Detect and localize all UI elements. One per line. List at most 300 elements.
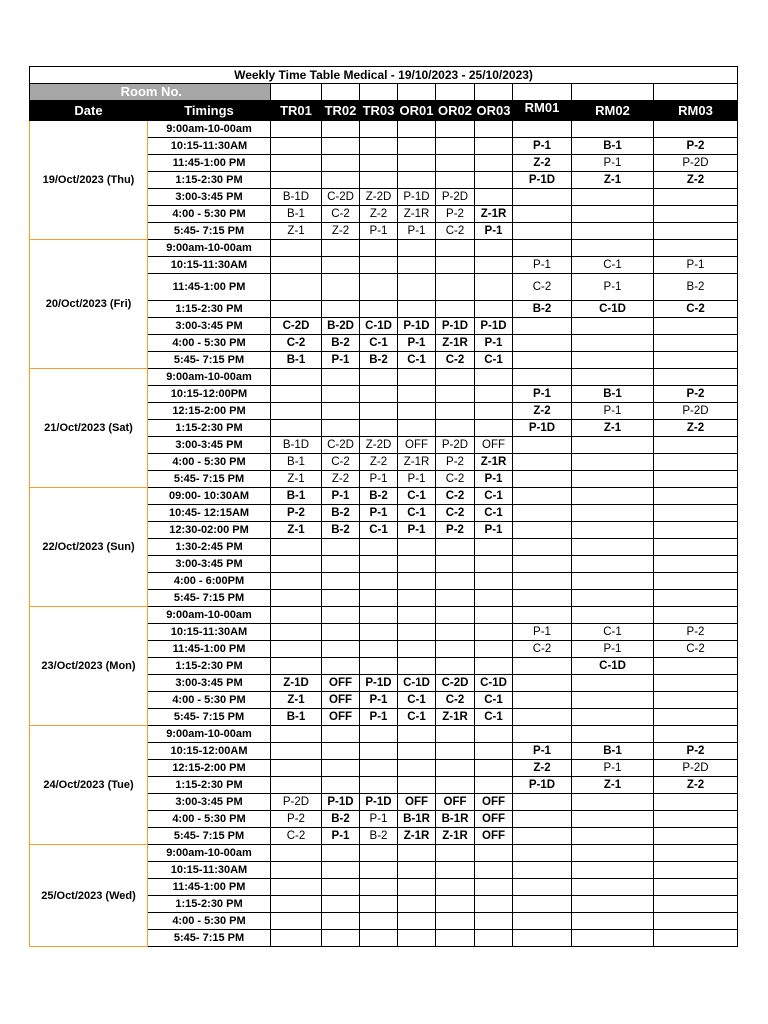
slot-cell-tr03: P-1D — [360, 794, 398, 811]
slot-cell-tr01 — [271, 539, 322, 556]
timing-cell: 09:00- 10:30AM — [148, 488, 271, 505]
slot-cell-tr01 — [271, 641, 322, 658]
slot-cell-tr03 — [360, 403, 398, 420]
slot-cell-tr01: Z-1 — [271, 692, 322, 709]
slot-cell-tr02 — [322, 590, 360, 607]
slot-cell-rm02 — [572, 896, 654, 913]
slot-cell-rm02: B-1 — [572, 138, 654, 155]
slot-cell-or03: Z-1R — [475, 454, 513, 471]
slot-cell-tr01: P-2 — [271, 505, 322, 522]
slot-cell-tr01 — [271, 301, 322, 318]
slot-cell-rm01: P-1D — [513, 172, 572, 189]
slot-cell-or02 — [436, 896, 475, 913]
slot-cell-rm01 — [513, 471, 572, 488]
timing-cell: 3:00-3:45 PM — [148, 556, 271, 573]
slot-cell-tr01: C-2D — [271, 318, 322, 335]
slot-cell-tr03 — [360, 930, 398, 947]
slot-cell-tr02: B-2 — [322, 522, 360, 539]
slot-cell-or01: B-1R — [398, 811, 436, 828]
slot-cell-rm01: Z-2 — [513, 155, 572, 172]
slot-cell-or03 — [475, 658, 513, 675]
slot-cell-rm03 — [654, 794, 738, 811]
slot-cell-or01: P-1D — [398, 318, 436, 335]
slot-cell-tr03: Z-2D — [360, 437, 398, 454]
slot-cell-rm03 — [654, 726, 738, 743]
slot-cell-or01: P-1 — [398, 335, 436, 352]
slot-cell-or03 — [475, 624, 513, 641]
slot-cell-tr01: P-2D — [271, 794, 322, 811]
day-date-cell: 25/Oct/2023 (Wed) — [30, 845, 148, 947]
slot-cell-rm03: P-1 — [654, 257, 738, 274]
slot-cell-rm01 — [513, 223, 572, 240]
slot-cell-or02: C-2 — [436, 223, 475, 240]
slot-cell-or03 — [475, 760, 513, 777]
slot-cell-tr03: Z-2 — [360, 454, 398, 471]
slot-cell-tr03: P-1 — [360, 692, 398, 709]
slot-cell-rm03 — [654, 590, 738, 607]
timing-cell: 3:00-3:45 PM — [148, 794, 271, 811]
slot-cell-tr01 — [271, 138, 322, 155]
slot-cell-tr01 — [271, 369, 322, 386]
slot-cell-tr02 — [322, 369, 360, 386]
slot-cell-tr02 — [322, 573, 360, 590]
slot-cell-or02 — [436, 862, 475, 879]
slot-cell-rm03 — [654, 845, 738, 862]
slot-cell-rm02 — [572, 675, 654, 692]
slot-cell-or02 — [436, 155, 475, 172]
day-date-cell: 23/Oct/2023 (Mon) — [30, 607, 148, 726]
slot-cell-or03 — [475, 896, 513, 913]
slot-cell-rm03 — [654, 505, 738, 522]
slot-cell-or01: Z-1R — [398, 828, 436, 845]
slot-cell-tr03 — [360, 138, 398, 155]
slot-cell-tr01: Z-1 — [271, 522, 322, 539]
slot-cell-or03: C-1 — [475, 488, 513, 505]
slot-cell-or01 — [398, 913, 436, 930]
slot-cell-tr02: B-2 — [322, 811, 360, 828]
slot-cell-tr03: P-1 — [360, 471, 398, 488]
slot-cell-tr01: B-1D — [271, 189, 322, 206]
slot-cell-or02: C-2 — [436, 505, 475, 522]
slot-cell-tr01 — [271, 155, 322, 172]
day-date-cell: 22/Oct/2023 (Sun) — [30, 488, 148, 607]
slot-cell-or02: Z-1R — [436, 335, 475, 352]
slot-cell-rm01 — [513, 121, 572, 138]
slot-cell-rm03: P-2 — [654, 138, 738, 155]
slot-cell-rm02: B-1 — [572, 386, 654, 403]
slot-cell-tr02: OFF — [322, 692, 360, 709]
slot-cell-rm03 — [654, 811, 738, 828]
slot-cell-or03 — [475, 607, 513, 624]
slot-cell-or01: P-1 — [398, 522, 436, 539]
slot-cell-tr02 — [322, 172, 360, 189]
slot-cell-tr02 — [322, 879, 360, 896]
slot-cell-or02 — [436, 539, 475, 556]
slot-cell-or02: Z-1R — [436, 828, 475, 845]
slot-cell-rm03: Z-2 — [654, 420, 738, 437]
slot-cell-tr02 — [322, 386, 360, 403]
timing-cell: 12:15-2:00 PM — [148, 760, 271, 777]
timing-cell: 11:45-1:00 PM — [148, 155, 271, 172]
slot-cell-or02 — [436, 726, 475, 743]
slot-cell-rm03 — [654, 573, 738, 590]
slot-cell-tr01 — [271, 386, 322, 403]
slot-cell-rm01: Z-2 — [513, 403, 572, 420]
slot-cell-tr01 — [271, 658, 322, 675]
slot-cell-or02: P-2 — [436, 206, 475, 223]
slot-cell-or01 — [398, 121, 436, 138]
slot-cell-tr02 — [322, 862, 360, 879]
timing-cell: 1:15-2:30 PM — [148, 777, 271, 794]
day-date-cell: 21/Oct/2023 (Sat) — [30, 369, 148, 488]
slot-cell-or01: C-1 — [398, 488, 436, 505]
slot-cell-rm01: C-2 — [513, 641, 572, 658]
slot-cell-tr02: C-2 — [322, 206, 360, 223]
slot-cell-tr01: C-2 — [271, 828, 322, 845]
slot-cell-or02 — [436, 743, 475, 760]
slot-cell-or01 — [398, 539, 436, 556]
slot-cell-rm03: P-2 — [654, 624, 738, 641]
slot-cell-tr01 — [271, 862, 322, 879]
slot-cell-tr03 — [360, 420, 398, 437]
slot-cell-or03: P-1D — [475, 318, 513, 335]
slot-cell-tr03 — [360, 896, 398, 913]
room-blank — [322, 84, 360, 101]
timing-cell: 11:45-1:00 PM — [148, 879, 271, 896]
slot-cell-rm02 — [572, 811, 654, 828]
slot-cell-or01 — [398, 726, 436, 743]
slot-cell-tr03 — [360, 539, 398, 556]
slot-cell-rm01 — [513, 845, 572, 862]
slot-cell-tr03 — [360, 121, 398, 138]
slot-cell-rm02 — [572, 726, 654, 743]
slot-cell-or01: C-1 — [398, 692, 436, 709]
timing-cell: 1:30-2:45 PM — [148, 539, 271, 556]
slot-cell-tr03: B-2 — [360, 488, 398, 505]
slot-cell-rm01: Z-2 — [513, 760, 572, 777]
slot-cell-tr02 — [322, 726, 360, 743]
slot-cell-rm03 — [654, 930, 738, 947]
slot-cell-tr03: Z-2D — [360, 189, 398, 206]
slot-cell-rm02: B-1 — [572, 743, 654, 760]
slot-cell-or02: P-1D — [436, 318, 475, 335]
slot-cell-tr01: Z-1 — [271, 223, 322, 240]
slot-cell-or01 — [398, 879, 436, 896]
slot-cell-tr01: B-1 — [271, 488, 322, 505]
slot-cell-tr02 — [322, 556, 360, 573]
slot-cell-tr02: B-2 — [322, 505, 360, 522]
slot-cell-rm03: C-2 — [654, 301, 738, 318]
slot-cell-tr02 — [322, 121, 360, 138]
slot-cell-tr02: C-2D — [322, 189, 360, 206]
slot-cell-or01 — [398, 301, 436, 318]
slot-cell-or03 — [475, 641, 513, 658]
slot-cell-rm02 — [572, 121, 654, 138]
slot-cell-tr02 — [322, 743, 360, 760]
slot-cell-or03: P-1 — [475, 223, 513, 240]
slot-cell-or02: OFF — [436, 794, 475, 811]
slot-cell-tr02: C-2 — [322, 454, 360, 471]
slot-cell-rm01 — [513, 794, 572, 811]
slot-cell-tr01 — [271, 896, 322, 913]
slot-cell-rm01 — [513, 828, 572, 845]
room-blank — [436, 84, 475, 101]
slot-cell-or03 — [475, 556, 513, 573]
slot-cell-or03 — [475, 913, 513, 930]
slot-cell-or01: OFF — [398, 794, 436, 811]
slot-cell-tr03 — [360, 155, 398, 172]
slot-cell-or01: P-1 — [398, 471, 436, 488]
room-row — [30, 84, 738, 101]
slot-cell-or02 — [436, 556, 475, 573]
timing-cell: 10:15-11:30AM — [148, 138, 271, 155]
slot-cell-tr02: B-2D — [322, 318, 360, 335]
slot-cell-rm02 — [572, 189, 654, 206]
slot-cell-or01 — [398, 138, 436, 155]
slot-cell-or02 — [436, 845, 475, 862]
header-rm02: RM02 — [572, 101, 654, 121]
slot-cell-or02: P-2 — [436, 454, 475, 471]
slot-cell-or02: B-1R — [436, 811, 475, 828]
table-row — [30, 726, 738, 743]
timing-cell: 11:45-1:00 PM — [148, 641, 271, 658]
slot-cell-tr03 — [360, 556, 398, 573]
slot-cell-tr03 — [360, 607, 398, 624]
table-row — [30, 845, 738, 862]
slot-cell-tr01 — [271, 726, 322, 743]
timing-cell: 5:45- 7:15 PM — [148, 709, 271, 726]
timing-cell: 10:15-11:30AM — [148, 624, 271, 641]
slot-cell-rm02 — [572, 845, 654, 862]
slot-cell-or02 — [436, 301, 475, 318]
slot-cell-rm03 — [654, 121, 738, 138]
header-or02: OR02 — [436, 101, 475, 121]
slot-cell-rm01: P-1 — [513, 386, 572, 403]
slot-cell-or01 — [398, 257, 436, 274]
slot-cell-or01 — [398, 420, 436, 437]
slot-cell-or01: P-1D — [398, 189, 436, 206]
slot-cell-tr02 — [322, 257, 360, 274]
timing-cell: 9:00am-10-00am — [148, 845, 271, 862]
timing-cell: 10:15-12:00AM — [148, 743, 271, 760]
slot-cell-rm02 — [572, 206, 654, 223]
slot-cell-rm01 — [513, 692, 572, 709]
slot-cell-rm03 — [654, 454, 738, 471]
slot-cell-rm01: B-2 — [513, 301, 572, 318]
slot-cell-tr02: OFF — [322, 709, 360, 726]
room-blank — [475, 84, 513, 101]
slot-cell-rm01 — [513, 896, 572, 913]
slot-cell-rm03: P-2 — [654, 386, 738, 403]
slot-cell-tr03 — [360, 743, 398, 760]
slot-cell-rm02 — [572, 692, 654, 709]
slot-cell-or03: C-1 — [475, 709, 513, 726]
slot-cell-rm02 — [572, 556, 654, 573]
table-row — [30, 240, 738, 257]
slot-cell-or03: Z-1R — [475, 206, 513, 223]
slot-cell-or03 — [475, 539, 513, 556]
timing-cell: 1:15-2:30 PM — [148, 658, 271, 675]
slot-cell-rm01: P-1 — [513, 743, 572, 760]
slot-cell-rm02 — [572, 828, 654, 845]
slot-cell-or01 — [398, 403, 436, 420]
slot-cell-rm03 — [654, 522, 738, 539]
slot-cell-rm03: Z-2 — [654, 172, 738, 189]
slot-cell-rm02: P-1 — [572, 403, 654, 420]
slot-cell-rm01 — [513, 811, 572, 828]
timing-cell: 1:15-2:30 PM — [148, 420, 271, 437]
slot-cell-tr01 — [271, 172, 322, 189]
slot-cell-rm02 — [572, 471, 654, 488]
slot-cell-rm02 — [572, 454, 654, 471]
timing-cell: 4:00 - 5:30 PM — [148, 913, 271, 930]
slot-cell-tr02 — [322, 138, 360, 155]
slot-cell-tr02: OFF — [322, 675, 360, 692]
slot-cell-or01 — [398, 743, 436, 760]
slot-cell-rm02 — [572, 335, 654, 352]
slot-cell-or01 — [398, 624, 436, 641]
slot-cell-rm03 — [654, 437, 738, 454]
slot-cell-rm02 — [572, 590, 654, 607]
slot-cell-rm02 — [572, 318, 654, 335]
slot-cell-rm02 — [572, 240, 654, 257]
slot-cell-rm02 — [572, 437, 654, 454]
slot-cell-rm01 — [513, 206, 572, 223]
slot-cell-rm01 — [513, 726, 572, 743]
slot-cell-tr02 — [322, 274, 360, 301]
slot-cell-tr01 — [271, 590, 322, 607]
slot-cell-or03 — [475, 274, 513, 301]
slot-cell-tr02 — [322, 913, 360, 930]
slot-cell-tr01: B-1 — [271, 206, 322, 223]
slot-cell-rm01 — [513, 369, 572, 386]
slot-cell-rm03 — [654, 223, 738, 240]
slot-cell-tr01 — [271, 257, 322, 274]
slot-cell-tr03 — [360, 862, 398, 879]
slot-cell-or03 — [475, 930, 513, 947]
slot-cell-rm01 — [513, 352, 572, 369]
slot-cell-tr01 — [271, 624, 322, 641]
slot-cell-or03 — [475, 590, 513, 607]
slot-cell-or01 — [398, 896, 436, 913]
timing-cell: 10:15-11:30AM — [148, 257, 271, 274]
slot-cell-tr03 — [360, 386, 398, 403]
timing-cell: 9:00am-10-00am — [148, 607, 271, 624]
slot-cell-tr02 — [322, 301, 360, 318]
slot-cell-or02: P-2 — [436, 522, 475, 539]
slot-cell-or01 — [398, 845, 436, 862]
table-row — [30, 488, 738, 505]
slot-cell-tr02 — [322, 607, 360, 624]
slot-cell-tr03 — [360, 845, 398, 862]
room-blank — [654, 84, 738, 101]
slot-cell-or03 — [475, 743, 513, 760]
slot-cell-or01: Z-1R — [398, 206, 436, 223]
slot-cell-rm02: Z-1 — [572, 777, 654, 794]
slot-cell-tr03 — [360, 624, 398, 641]
slot-cell-rm01 — [513, 590, 572, 607]
slot-cell-tr02 — [322, 624, 360, 641]
slot-cell-or02 — [436, 624, 475, 641]
timetable — [29, 66, 738, 947]
slot-cell-tr02 — [322, 155, 360, 172]
slot-cell-tr03 — [360, 172, 398, 189]
slot-cell-or01 — [398, 930, 436, 947]
slot-cell-tr03 — [360, 913, 398, 930]
slot-cell-rm03 — [654, 189, 738, 206]
slot-cell-rm02 — [572, 794, 654, 811]
header-tr01: TR01 — [271, 101, 322, 121]
slot-cell-rm02: P-1 — [572, 641, 654, 658]
slot-cell-rm01: C-2 — [513, 274, 572, 301]
slot-cell-tr01 — [271, 403, 322, 420]
slot-cell-rm01: P-1 — [513, 257, 572, 274]
slot-cell-or01 — [398, 386, 436, 403]
slot-cell-rm03: Z-2 — [654, 777, 738, 794]
slot-cell-or01: P-1 — [398, 223, 436, 240]
slot-cell-rm02: C-1D — [572, 658, 654, 675]
table-row — [30, 369, 738, 386]
header-or03: OR03 — [475, 101, 513, 121]
slot-cell-or03 — [475, 879, 513, 896]
slot-cell-or03 — [475, 777, 513, 794]
slot-cell-or01 — [398, 658, 436, 675]
slot-cell-tr01: P-2 — [271, 811, 322, 828]
title-row — [30, 67, 738, 84]
slot-cell-or01 — [398, 172, 436, 189]
slot-cell-tr02 — [322, 240, 360, 257]
slot-cell-tr03: B-2 — [360, 352, 398, 369]
timing-cell: 4:00 - 5:30 PM — [148, 206, 271, 223]
timing-cell: 5:45- 7:15 PM — [148, 223, 271, 240]
slot-cell-rm03 — [654, 675, 738, 692]
slot-cell-or02 — [436, 403, 475, 420]
slot-cell-or03: C-1 — [475, 352, 513, 369]
slot-cell-rm02 — [572, 505, 654, 522]
slot-cell-or03: P-1 — [475, 335, 513, 352]
slot-cell-or03: C-1 — [475, 505, 513, 522]
slot-cell-or01 — [398, 641, 436, 658]
slot-cell-or03: OFF — [475, 811, 513, 828]
slot-cell-or01 — [398, 240, 436, 257]
slot-cell-rm03: B-2 — [654, 274, 738, 301]
slot-cell-or03 — [475, 138, 513, 155]
slot-cell-or03 — [475, 862, 513, 879]
slot-cell-tr03: P-1D — [360, 675, 398, 692]
slot-cell-rm02 — [572, 607, 654, 624]
slot-cell-tr03: C-1D — [360, 318, 398, 335]
slot-cell-or02 — [436, 386, 475, 403]
timing-cell: 3:00-3:45 PM — [148, 189, 271, 206]
slot-cell-tr01: B-1 — [271, 454, 322, 471]
slot-cell-rm01 — [513, 862, 572, 879]
slot-cell-or03 — [475, 573, 513, 590]
timing-cell: 1:15-2:30 PM — [148, 172, 271, 189]
slot-cell-or02: P-2D — [436, 189, 475, 206]
slot-cell-tr03 — [360, 760, 398, 777]
slot-cell-rm03 — [654, 828, 738, 845]
timing-cell: 12:15-2:00 PM — [148, 403, 271, 420]
slot-cell-rm03 — [654, 335, 738, 352]
timing-cell: 1:15-2:30 PM — [148, 896, 271, 913]
timing-cell: 1:15-2:30 PM — [148, 301, 271, 318]
slot-cell-or01 — [398, 760, 436, 777]
slot-cell-tr01 — [271, 607, 322, 624]
slot-cell-rm01 — [513, 240, 572, 257]
slot-cell-tr03 — [360, 777, 398, 794]
slot-cell-or02 — [436, 240, 475, 257]
slot-cell-tr02 — [322, 641, 360, 658]
